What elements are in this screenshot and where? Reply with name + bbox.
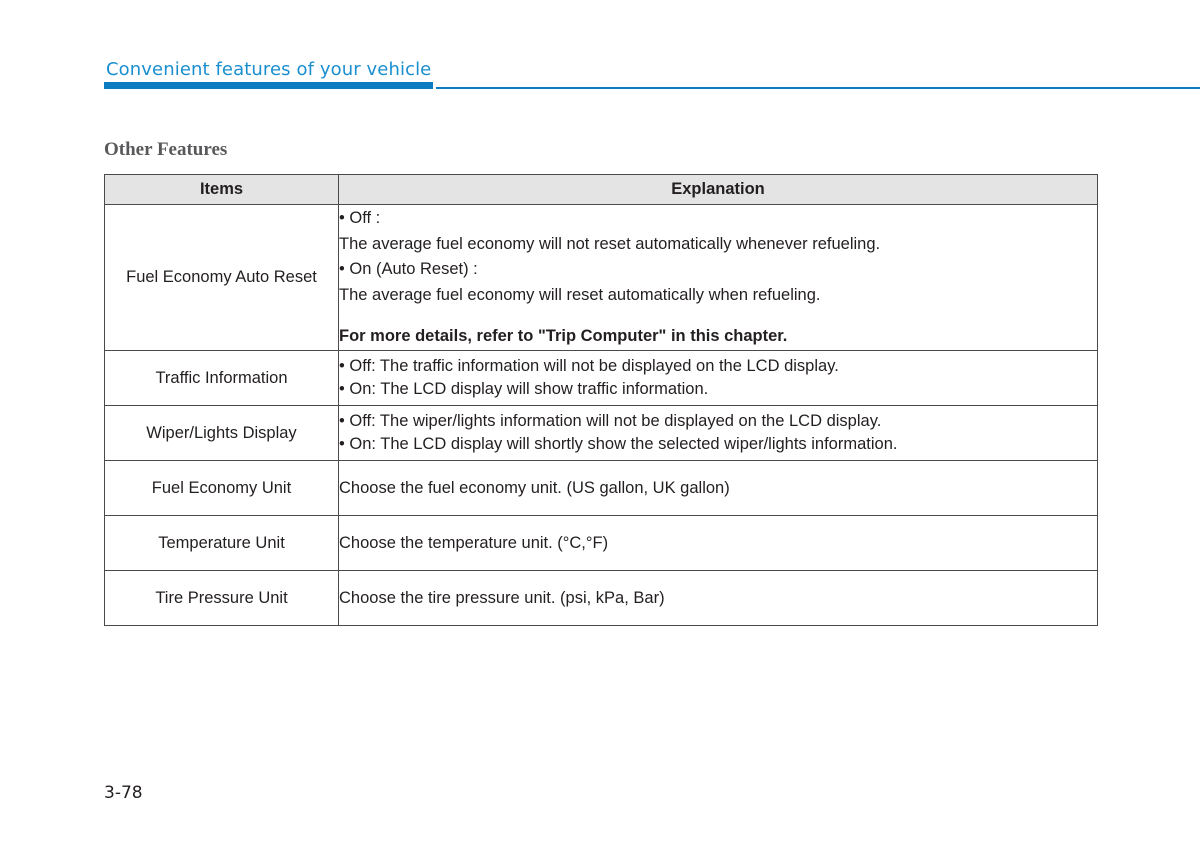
table-row xyxy=(105,406,1098,461)
item-cell: Wiper/Lights Display xyxy=(105,406,339,461)
explanation-line: • On: The LCD display will shortly show the selected wiper/lights information. xyxy=(339,435,898,453)
header-rule-thin xyxy=(436,87,1200,89)
reference-note: For more details, refer to "Trip Computer" in this chapter. xyxy=(339,327,788,345)
explanation-cell xyxy=(339,571,1098,626)
explanation-line: • Off : xyxy=(339,209,381,227)
page-number: 3-78 xyxy=(104,783,143,803)
explanation-cell xyxy=(339,205,1098,351)
table-header-row xyxy=(105,175,1098,205)
explanation-cell xyxy=(339,351,1098,406)
item-cell: Temperature Unit xyxy=(105,516,339,571)
features-table xyxy=(104,174,1098,626)
explanation-line: Choose the fuel economy unit. (US gallon, UK gallon) xyxy=(339,478,730,497)
explanation-line: The average fuel economy will not reset automatically whenever refueling. xyxy=(339,234,881,253)
explanation-line: • Off: The wiper/lights information will not be displayed on the LCD display. xyxy=(339,412,882,430)
item-cell: Tire Pressure Unit xyxy=(105,571,339,626)
table-row xyxy=(105,351,1098,406)
table-row xyxy=(105,205,1098,351)
item-cell: Traffic Information xyxy=(105,351,339,406)
explanation-cell xyxy=(339,516,1098,571)
column-header-explanation: Explanation xyxy=(339,175,1098,205)
explanation-cell xyxy=(339,406,1098,461)
table-row xyxy=(105,571,1098,626)
item-cell: Fuel Economy Auto Reset xyxy=(105,205,339,351)
explanation-cell xyxy=(339,461,1098,516)
explanation-line: • On: The LCD display will show traffic information. xyxy=(339,380,709,398)
table-row xyxy=(105,461,1098,516)
explanation-line: Choose the tire pressure unit. (psi, kPa, Bar) xyxy=(339,588,665,607)
item-cell: Fuel Economy Unit xyxy=(105,461,339,516)
table-row xyxy=(105,516,1098,571)
explanation-line: Choose the temperature unit. (°C,°F) xyxy=(339,533,609,552)
explanation-line: • Off: The traffic information will not be displayed on the LCD display. xyxy=(339,357,839,375)
explanation-line: • On (Auto Reset) : xyxy=(339,260,478,278)
chapter-title: Convenient features of your vehicle xyxy=(106,59,432,80)
explanation-line: The average fuel economy will reset automatically when refueling. xyxy=(339,285,821,304)
section-title: Other Features xyxy=(104,139,228,160)
column-header-items: Items xyxy=(105,175,339,205)
header-rule-thick xyxy=(104,82,433,89)
